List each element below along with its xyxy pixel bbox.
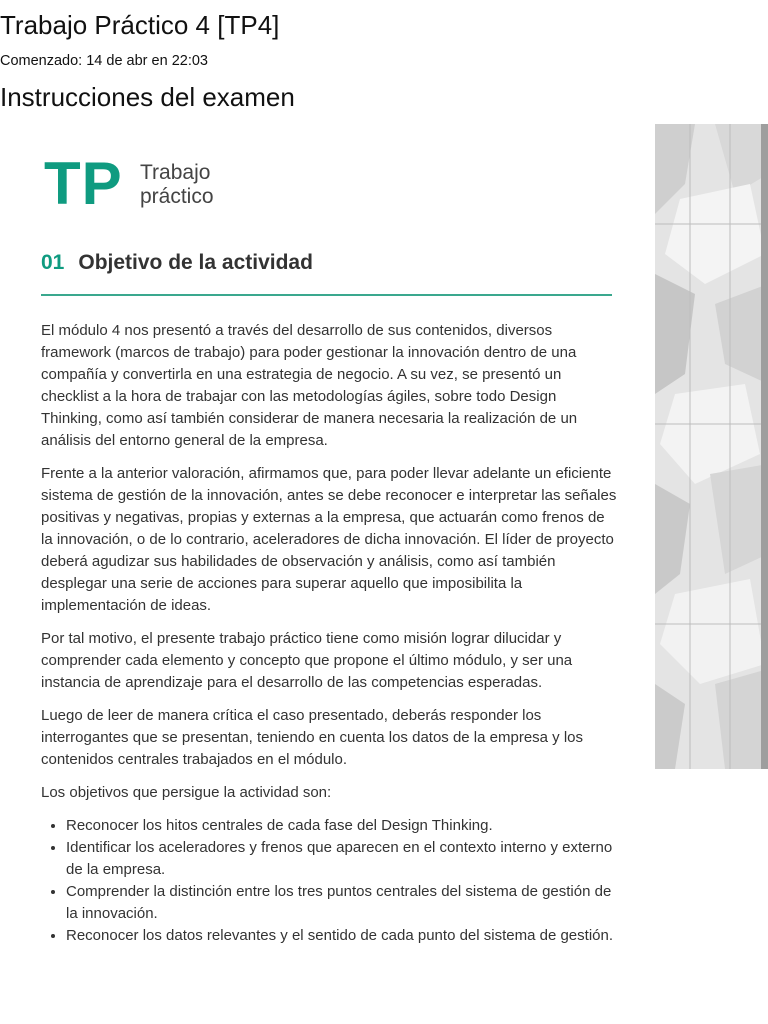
objective-divider bbox=[41, 294, 612, 296]
started-timestamp: Comenzado: 14 de abr en 22:03 bbox=[0, 53, 208, 69]
list-item: • Comprender la distinción entre los tres puntos centrales del sistema de gestión de la innovación. bbox=[66, 881, 619, 925]
instructions-document bbox=[0, 124, 768, 1024]
tp-logo-text bbox=[140, 161, 214, 209]
paragraph: Luego de leer de manera crítica el caso presentado, deberás responder los interrogantes que se presentan, teniendo en cuenta los datos de la empresa y los contenidos centrales trabajados en el módulo. bbox=[41, 707, 584, 768]
page-title: Trabajo Práctico 4 [TP4] bbox=[0, 10, 280, 40]
paragraph: El módulo 4 nos presentó a través del desarrollo de sus contenidos, diversos framework (marcos de trabajo) para poder gestionar la innovación dentro de una compañía y convertirla en una estrategia de negocio. A su vez, se presentó un checklist a la hora de trabajar con las metodologías ágiles, sobre todo Design Thinking, como así también considerar de manera necesaria la realización de un análisis del entorno general de la empresa. bbox=[41, 322, 578, 449]
list-item: • Reconocer los hitos centrales de cada fase del Design Thinking. bbox=[66, 815, 619, 837]
decorative-building-image bbox=[655, 124, 768, 769]
objective-heading bbox=[41, 250, 313, 276]
tp-logo-line-2: práctico bbox=[140, 185, 214, 208]
paragraph: Los objetivos que persigue la actividad son: bbox=[41, 784, 332, 801]
objective-body bbox=[41, 320, 619, 947]
objectives-list bbox=[41, 815, 619, 947]
tp-logo-line-1: Trabajo bbox=[140, 161, 211, 184]
objective-number: 01 bbox=[41, 251, 65, 274]
paragraph: Frente a la anterior valoración, afirmamos que, para poder llevar adelante un eficiente sistema de gestión de la innovación, antes se debe reconocer e interpretar las señales positivas y negativas, propias y externas a la empresa, que actuarán como frenos de la innovación, o de lo contrario, aceleradores de dicha innovación. El líder de proyecto deberá agudizar sus habilidades de observación y análisis, como así también desplegar una serie de acciones para superar aquello que imposibilita la implementación de ideas. bbox=[41, 465, 617, 614]
tp-logo-mark: TP bbox=[44, 150, 123, 217]
list-item: • Identificar los aceleradores y frenos que aparecen en el contexto interno y externo de la empresa. bbox=[66, 837, 619, 881]
paragraph: Por tal motivo, el presente trabajo práctico tiene como misión lograr dilucidar y comprender cada elemento y concepto que propone el último módulo, y ser una instancia de aprendizaje para el desarrollo de las competencias esperadas. bbox=[41, 630, 573, 691]
objective-title: Objetivo de la actividad bbox=[78, 251, 313, 274]
instructions-heading: Instrucciones del examen bbox=[0, 82, 295, 112]
list-item: • Reconocer los datos relevantes y el sentido de cada punto del sistema de gestión. bbox=[66, 925, 619, 947]
